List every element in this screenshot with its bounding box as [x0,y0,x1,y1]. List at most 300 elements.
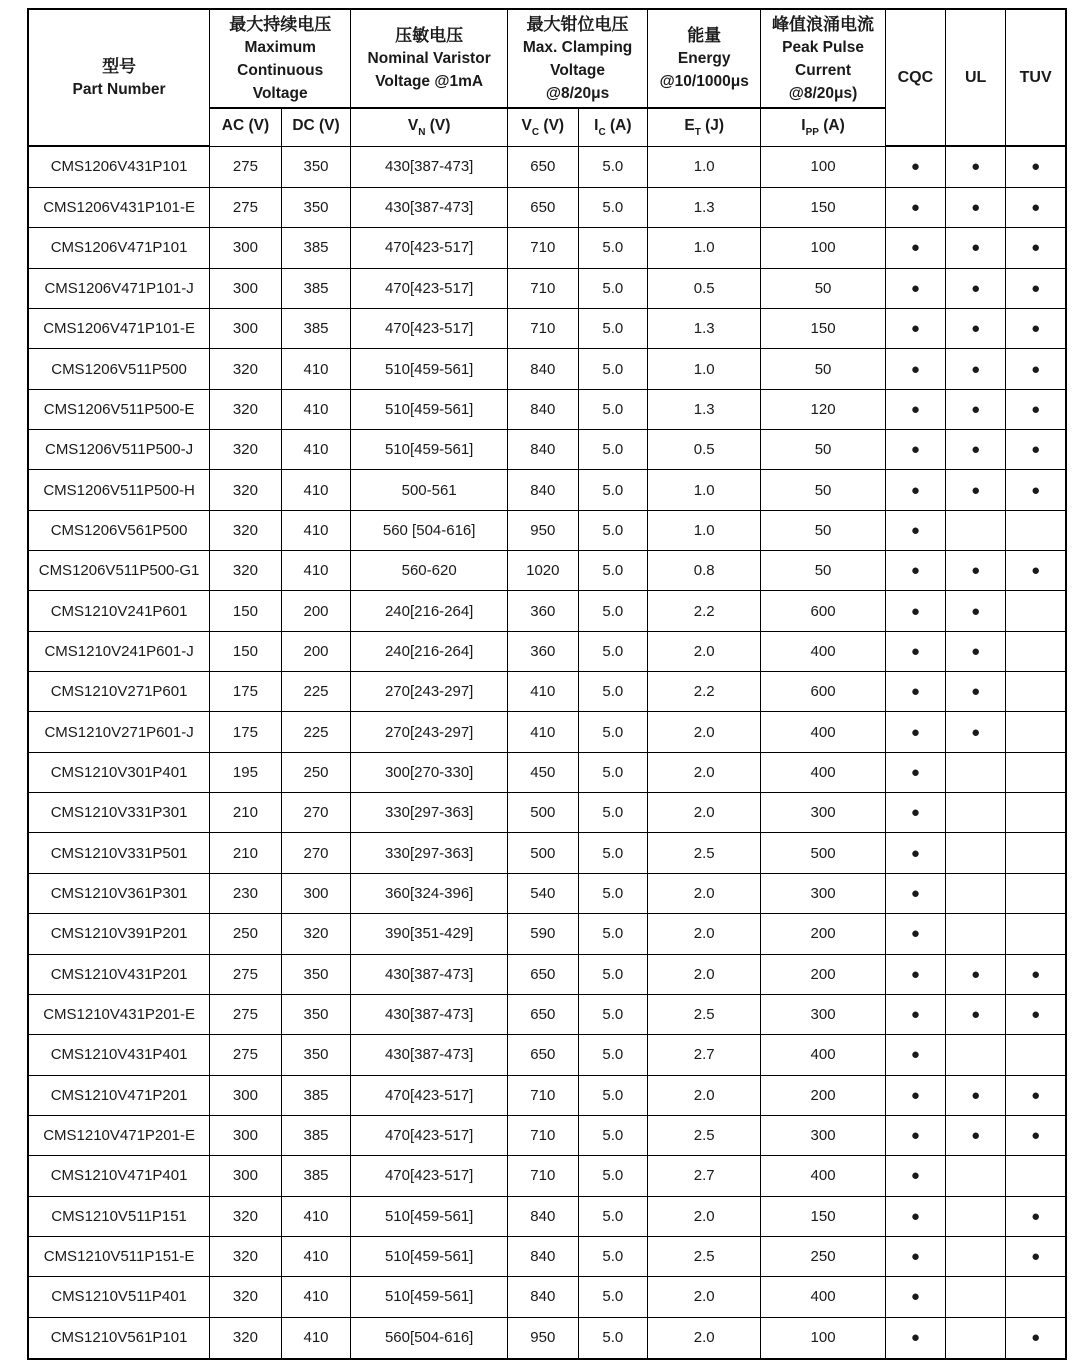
et-value-cell: 2.0 [648,712,761,752]
cqc-cert-dot-cell: ● [885,268,945,308]
dc-value-cell: 350 [281,954,351,994]
table-row [28,1035,1066,1075]
ac-value-cell: 320 [210,1317,282,1359]
ipp-value-cell: 400 [761,1156,886,1196]
ic-value-cell: 5.0 [578,1035,648,1075]
et-value-cell: 1.0 [648,470,761,510]
ul-cert-dot-cell [946,833,1006,873]
vc-value-cell: 650 [508,994,579,1034]
ic-value-cell: 5.0 [578,793,648,833]
ipp-value-cell: 150 [761,1196,886,1236]
vn-value-cell: 330[297-363] [351,833,508,873]
cqc-cert-dot-cell: ● [885,672,945,712]
dc-value-cell: 385 [281,1115,351,1155]
vc-value-cell: 840 [508,389,579,429]
part-number-cell: CMS1210V331P501 [28,833,210,873]
vc-value-cell: 840 [508,430,579,470]
tuv-cert-dot-cell: ● [1006,146,1066,187]
group-en-line: Maximum [244,38,316,56]
group-zh-label: 峰值浪涌电流 [772,14,875,34]
part-number-cell: CMS1210V471P401 [28,1156,210,1196]
table-row [28,1075,1066,1115]
ipp-value-cell: 300 [761,873,886,913]
group-en-line: @8/20μs [545,84,610,102]
ac-value-cell: 275 [210,1035,282,1075]
header-group-max-continuous-voltage [210,9,351,108]
vn-value-cell: 470[423-517] [351,1075,508,1115]
et-value-cell: 2.0 [648,914,761,954]
vc-value-cell: 650 [508,187,579,227]
dc-value-cell: 250 [281,752,351,792]
tuv-cert-dot-cell: ● [1006,1236,1066,1276]
group-zh-label: 压敏电压 [395,26,464,45]
ic-value-cell: 5.0 [578,591,648,631]
ic-value-cell: 5.0 [578,551,648,591]
table-body [28,146,1066,1359]
dc-value-cell: 200 [281,591,351,631]
vc-value-cell: 950 [508,510,579,550]
tuv-cert-dot-cell [1006,631,1066,671]
et-value-cell: 2.0 [648,873,761,913]
ic-value-cell: 5.0 [578,873,648,913]
tuv-cert-dot-cell [1006,712,1066,752]
dc-value-cell: 410 [281,551,351,591]
et-value-cell: 2.0 [648,1196,761,1236]
ul-cert-dot-cell [946,1236,1006,1276]
part-number-cell: CMS1206V511P500 [28,349,210,389]
ipp-value-cell: 250 [761,1236,886,1276]
tuv-cert-dot-cell: ● [1006,309,1066,349]
tuv-cert-dot-cell: ● [1006,470,1066,510]
vn-value-cell: 240[216-264] [351,591,508,631]
group-en-line: Voltage [550,61,605,79]
ic-value-cell: 5.0 [578,1317,648,1359]
vn-value-cell: 430[387-473] [351,994,508,1034]
table-row [28,349,1066,389]
ic-value-cell: 5.0 [578,510,648,550]
ul-cert-dot-cell [946,510,1006,550]
ac-value-cell: 320 [210,389,282,429]
vn-value-cell: 510[459-561] [351,349,508,389]
table-row [28,470,1066,510]
ac-value-cell: 275 [210,994,282,1034]
vc-value-cell: 840 [508,470,579,510]
ac-value-cell: 320 [210,1236,282,1276]
ul-cert-dot-cell [946,1317,1006,1359]
vn-value-cell: 270[243-297] [351,712,508,752]
vc-value-cell: 710 [508,1075,579,1115]
cqc-cert-dot-cell: ● [885,430,945,470]
ac-value-cell: 250 [210,914,282,954]
ac-value-cell: 175 [210,712,282,752]
tuv-cert-dot-cell: ● [1006,228,1066,268]
group-zh-label: 最大持续电压 [229,14,332,34]
header-part-number-zh: 型号 [102,56,137,76]
header-cqc: CQC [885,9,945,146]
cqc-cert-dot-cell: ● [885,309,945,349]
dc-value-cell: 410 [281,430,351,470]
ul-cert-dot-cell: ● [946,268,1006,308]
ul-cert-dot-cell [946,1277,1006,1317]
table-row [28,1277,1066,1317]
dc-value-cell: 385 [281,1075,351,1115]
vc-value-cell: 840 [508,1277,579,1317]
ic-value-cell: 5.0 [578,1196,648,1236]
dc-value-cell: 270 [281,833,351,873]
part-number-cell: CMS1210V511P151-E [28,1236,210,1276]
vn-value-cell: 360[324-396] [351,873,508,913]
header-group-energy [648,9,761,108]
vn-value-cell: 560[504-616] [351,1317,508,1359]
cqc-cert-dot-cell: ● [885,994,945,1034]
ipp-value-cell: 600 [761,672,886,712]
ac-value-cell: 175 [210,672,282,712]
ic-value-cell: 5.0 [578,470,648,510]
cqc-cert-dot-cell: ● [885,793,945,833]
et-value-cell: 2.0 [648,1317,761,1359]
cqc-cert-dot-cell: ● [885,1277,945,1317]
ul-cert-dot-cell: ● [946,631,1006,671]
cqc-cert-dot-cell: ● [885,631,945,671]
ac-value-cell: 320 [210,1196,282,1236]
ic-value-cell: 5.0 [578,1156,648,1196]
tuv-cert-dot-cell [1006,510,1066,550]
tuv-cert-dot-cell [1006,833,1066,873]
datasheet-page [27,8,1067,1360]
table-row [28,752,1066,792]
cqc-cert-dot-cell: ● [885,349,945,389]
cqc-cert-dot-cell: ● [885,228,945,268]
et-value-cell: 0.5 [648,268,761,308]
ul-cert-dot-cell [946,1196,1006,1236]
tuv-cert-dot-cell: ● [1006,1075,1066,1115]
part-number-cell: CMS1210V471P201 [28,1075,210,1115]
tuv-cert-dot-cell [1006,672,1066,712]
et-value-cell: 2.5 [648,1115,761,1155]
ipp-value-cell: 300 [761,1115,886,1155]
dc-value-cell: 410 [281,1196,351,1236]
dc-value-cell: 410 [281,389,351,429]
ipp-value-cell: 500 [761,833,886,873]
table-row [28,510,1066,550]
vc-value-cell: 710 [508,268,579,308]
dc-value-cell: 350 [281,1035,351,1075]
ul-cert-dot-cell: ● [946,1075,1006,1115]
ac-value-cell: 300 [210,1075,282,1115]
ipp-value-cell: 400 [761,1035,886,1075]
ac-value-cell: 320 [210,430,282,470]
vc-value-cell: 360 [508,591,579,631]
table-row [28,994,1066,1034]
ic-value-cell: 5.0 [578,1115,648,1155]
subheader-dc-voltage: DC (V) [281,108,351,146]
ic-value-cell: 5.0 [578,1236,648,1276]
et-value-cell: 2.0 [648,793,761,833]
vn-value-cell: 510[459-561] [351,389,508,429]
table-row [28,631,1066,671]
tuv-cert-dot-cell: ● [1006,349,1066,389]
ipp-value-cell: 400 [761,752,886,792]
vc-value-cell: 950 [508,1317,579,1359]
part-number-cell: CMS1206V511P500-G1 [28,551,210,591]
vn-value-cell: 270[243-297] [351,672,508,712]
varistor-spec-table [27,8,1067,1360]
ac-value-cell: 275 [210,187,282,227]
tuv-cert-dot-cell: ● [1006,954,1066,994]
dc-value-cell: 410 [281,1317,351,1359]
vc-value-cell: 650 [508,146,579,187]
part-number-cell: CMS1210V511P401 [28,1277,210,1317]
ul-cert-dot-cell: ● [946,712,1006,752]
vn-value-cell: 300[270-330] [351,752,508,792]
table-row [28,146,1066,187]
ul-cert-dot-cell [946,793,1006,833]
ic-value-cell: 5.0 [578,914,648,954]
et-value-cell: 2.5 [648,833,761,873]
part-number-cell: CMS1210V511P151 [28,1196,210,1236]
group-en-line: Continuous [237,61,324,79]
dc-value-cell: 320 [281,914,351,954]
ipp-value-cell: 200 [761,914,886,954]
tuv-cert-dot-cell: ● [1006,551,1066,591]
cqc-cert-dot-cell: ● [885,470,945,510]
tuv-cert-dot-cell: ● [1006,994,1066,1034]
ac-value-cell: 275 [210,954,282,994]
dc-value-cell: 385 [281,309,351,349]
ipp-value-cell: 50 [761,430,886,470]
dc-value-cell: 410 [281,1236,351,1276]
subheader-vn-voltage: $V_N$ (V) [351,108,508,146]
dc-value-cell: 385 [281,1156,351,1196]
cqc-cert-dot-cell: ● [885,146,945,187]
ac-value-cell: 320 [210,470,282,510]
et-value-cell: 1.0 [648,146,761,187]
ul-cert-dot-cell: ● [946,430,1006,470]
dc-value-cell: 225 [281,712,351,752]
ipp-value-cell: 400 [761,1277,886,1317]
dc-value-cell: 300 [281,873,351,913]
et-value-cell: 2.7 [648,1156,761,1196]
part-number-cell: CMS1210V471P201-E [28,1115,210,1155]
ipp-value-cell: 50 [761,551,886,591]
ul-cert-dot-cell: ● [946,389,1006,429]
subheader-vc-voltage: $V_C$ (V) [508,108,579,146]
cqc-cert-dot-cell: ● [885,591,945,631]
ul-cert-dot-cell [946,1035,1006,1075]
ac-value-cell: 230 [210,873,282,913]
tuv-cert-dot-cell [1006,591,1066,631]
ic-value-cell: 5.0 [578,631,648,671]
ipp-value-cell: 150 [761,309,886,349]
vc-value-cell: 410 [508,672,579,712]
cqc-cert-dot-cell: ● [885,1317,945,1359]
et-value-cell: 1.0 [648,510,761,550]
vn-value-cell: 510[459-561] [351,1196,508,1236]
ul-cert-dot-cell: ● [946,1115,1006,1155]
vn-value-cell: 470[423-517] [351,1156,508,1196]
et-value-cell: 1.3 [648,187,761,227]
vn-value-cell: 430[387-473] [351,187,508,227]
et-value-cell: 2.2 [648,672,761,712]
tuv-cert-dot-cell [1006,873,1066,913]
tuv-cert-dot-cell [1006,914,1066,954]
dc-value-cell: 225 [281,672,351,712]
group-en-line: Peak Pulse [782,38,864,56]
vc-value-cell: 540 [508,873,579,913]
ul-cert-dot-cell: ● [946,187,1006,227]
vn-value-cell: 430[387-473] [351,1035,508,1075]
ipp-value-cell: 400 [761,712,886,752]
tuv-cert-dot-cell: ● [1006,187,1066,227]
vc-value-cell: 710 [508,309,579,349]
ipp-value-cell: 300 [761,793,886,833]
vn-value-cell: 470[423-517] [351,268,508,308]
part-number-cell: CMS1210V361P301 [28,873,210,913]
vc-value-cell: 410 [508,712,579,752]
ac-value-cell: 210 [210,833,282,873]
tuv-cert-dot-cell [1006,1277,1066,1317]
et-value-cell: 2.7 [648,1035,761,1075]
table-row [28,430,1066,470]
dc-value-cell: 270 [281,793,351,833]
dc-value-cell: 350 [281,994,351,1034]
ac-value-cell: 195 [210,752,282,792]
ipp-value-cell: 50 [761,349,886,389]
subheader-ipp-current: $I_{PP}$ (A) [761,108,886,146]
ic-value-cell: 5.0 [578,954,648,994]
part-number-cell: CMS1210V241P601 [28,591,210,631]
part-number-cell: CMS1210V431P401 [28,1035,210,1075]
part-number-cell: CMS1210V391P201 [28,914,210,954]
ipp-value-cell: 100 [761,1317,886,1359]
part-number-cell: CMS1210V301P401 [28,752,210,792]
dc-value-cell: 410 [281,349,351,389]
et-value-cell: 0.5 [648,430,761,470]
group-en-line: Voltage @1mA [375,73,484,90]
cqc-cert-dot-cell: ● [885,1156,945,1196]
ic-value-cell: 5.0 [578,712,648,752]
dc-value-cell: 410 [281,470,351,510]
ul-cert-dot-cell: ● [946,672,1006,712]
dc-value-cell: 350 [281,146,351,187]
table-row [28,793,1066,833]
ic-value-cell: 5.0 [578,430,648,470]
cqc-cert-dot-cell: ● [885,752,945,792]
vc-value-cell: 500 [508,833,579,873]
vc-value-cell: 500 [508,793,579,833]
dc-value-cell: 410 [281,1277,351,1317]
vc-value-cell: 840 [508,1196,579,1236]
et-value-cell: 1.3 [648,389,761,429]
ac-value-cell: 150 [210,591,282,631]
vn-value-cell: 510[459-561] [351,1277,508,1317]
part-number-cell: CMS1210V561P101 [28,1317,210,1359]
ipp-value-cell: 100 [761,228,886,268]
ac-value-cell: 320 [210,510,282,550]
group-en-line: Max. Clamping [522,38,633,56]
subheader-ac-voltage: AC (V) [210,108,282,146]
ic-value-cell: 5.0 [578,1075,648,1115]
ul-cert-dot-cell [946,873,1006,913]
et-value-cell: 0.8 [648,551,761,591]
ic-value-cell: 5.0 [578,268,648,308]
ic-value-cell: 5.0 [578,752,648,792]
ipp-value-cell: 300 [761,994,886,1034]
subheader-ic-current: $I_C$ (A) [578,108,648,146]
vc-value-cell: 710 [508,228,579,268]
header-tuv: TUV [1006,9,1066,146]
ic-value-cell: 5.0 [578,187,648,227]
ic-value-cell: 5.0 [578,1277,648,1317]
part-number-cell: CMS1206V511P500-E [28,389,210,429]
part-number-cell: CMS1210V431P201-E [28,994,210,1034]
vn-value-cell: 390[351-429] [351,914,508,954]
ic-value-cell: 5.0 [578,994,648,1034]
tuv-cert-dot-cell: ● [1006,430,1066,470]
table-row [28,954,1066,994]
vn-value-cell: 510[459-561] [351,430,508,470]
et-value-cell: 2.5 [648,994,761,1034]
et-value-cell: 2.5 [648,1236,761,1276]
ipp-value-cell: 100 [761,146,886,187]
cqc-cert-dot-cell: ● [885,1115,945,1155]
table-header [28,9,1066,146]
ipp-value-cell: 200 [761,1075,886,1115]
et-value-cell: 2.2 [648,591,761,631]
ipp-value-cell: 50 [761,268,886,308]
table-row [28,1115,1066,1155]
ul-cert-dot-cell: ● [946,309,1006,349]
table-row [28,672,1066,712]
table-row [28,268,1066,308]
vc-value-cell: 1020 [508,551,579,591]
vc-value-cell: 710 [508,1115,579,1155]
ac-value-cell: 320 [210,551,282,591]
part-number-cell: CMS1206V471P101-E [28,309,210,349]
ac-value-cell: 300 [210,268,282,308]
vc-value-cell: 450 [508,752,579,792]
ac-value-cell: 300 [210,1115,282,1155]
tuv-cert-dot-cell [1006,1156,1066,1196]
group-en-line: @8/20μs) [788,84,858,102]
vn-value-cell: 470[423-517] [351,309,508,349]
et-value-cell: 2.0 [648,954,761,994]
dc-value-cell: 410 [281,510,351,550]
group-zh-label: 能量 [687,26,722,45]
ul-cert-dot-cell: ● [946,470,1006,510]
vn-value-cell: 240[216-264] [351,631,508,671]
ul-cert-dot-cell: ● [946,349,1006,389]
cqc-cert-dot-cell: ● [885,510,945,550]
vn-value-cell: 430[387-473] [351,954,508,994]
group-en-line: Energy [677,50,731,67]
ac-value-cell: 300 [210,228,282,268]
vc-value-cell: 710 [508,1156,579,1196]
tuv-cert-dot-cell: ● [1006,389,1066,429]
part-number-cell: CMS1206V511P500-J [28,430,210,470]
part-number-cell: CMS1206V431P101-E [28,187,210,227]
et-value-cell: 2.0 [648,752,761,792]
subheader-et-energy: $E_T$ (J) [648,108,761,146]
table-row [28,591,1066,631]
dc-value-cell: 385 [281,228,351,268]
vn-value-cell: 560 [504-616] [351,510,508,550]
dc-value-cell: 350 [281,187,351,227]
cqc-cert-dot-cell: ● [885,389,945,429]
vn-value-cell: 560-620 [351,551,508,591]
header-part-number [28,9,210,146]
ul-cert-dot-cell: ● [946,551,1006,591]
